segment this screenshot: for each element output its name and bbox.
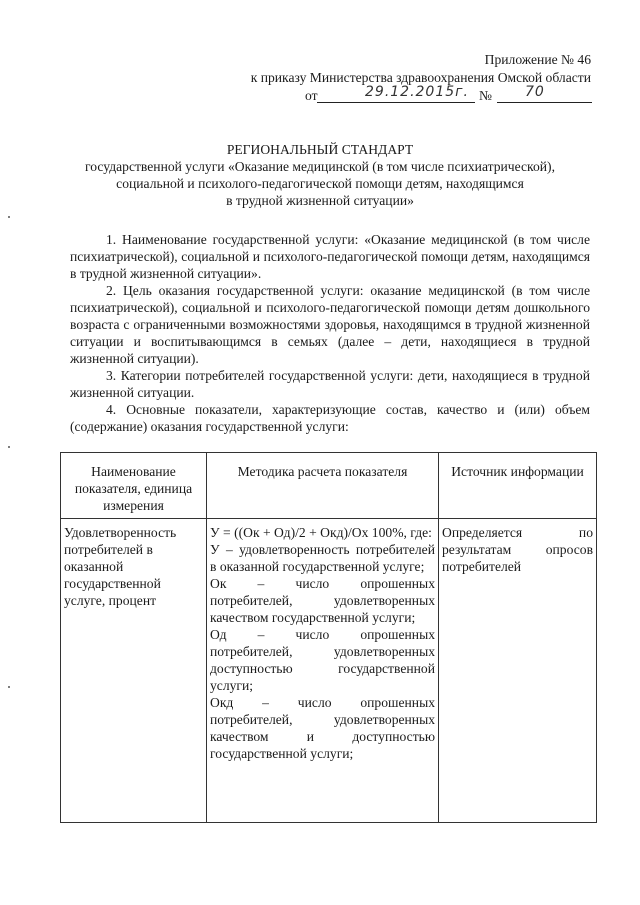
number-underline — [497, 102, 592, 103]
number-prefix: № — [479, 88, 492, 103]
table-header-row — [61, 453, 597, 519]
title-line-2: государственной услуги «Оказание медицинской (в том числе психиатрической), — [85, 159, 555, 174]
definition-od: Од – число опрошенных потребителей, удовлетворенных доступностью государственной услуги; — [210, 627, 435, 693]
section-1: 1. Наименование государственной услуги: «Оказание медицинской (в том числе психиатрической), социальной и психолого-педагогической помощи детям, находящимся в трудной жизненной ситуации». — [70, 232, 590, 281]
definition-u: У – удовлетворенность потребителей в оказанной государственной услуге; — [210, 542, 435, 574]
scan-speck — [8, 686, 10, 688]
formula: У = ((Ок + Од)/2 + Окд)/Ох 100%, где: — [210, 525, 432, 540]
table-row — [61, 519, 597, 823]
section-4: 4. Основные показатели, характеризующие состав, качество и (или) объем (содержание) оказания государственной услуги: — [70, 402, 590, 434]
body-sections — [70, 231, 590, 435]
title-line-4: в трудной жизненной ситуации» — [226, 193, 414, 208]
header-source: Источник информации — [439, 453, 597, 519]
scan-speck — [8, 216, 10, 218]
document-title: РЕГИОНАЛЬНЫЙ СТАНДАРТ — [226, 142, 414, 157]
section-2: 2. Цель оказания государственной услуги: оказание медицинской (в том числе психиатрической), социальной и психолого-педагогической помощи детям дошкольного возраста с ограниченными возможностями здоровья, находящимся в трудной жизненной ситуации и воспитывающимся в семьях (далее – дети, находящиеся в трудной жизненной ситуации). — [70, 283, 590, 366]
method-cell — [207, 519, 439, 823]
appendix-label: Приложение № 46 — [484, 52, 591, 67]
indicator-text: Удовлетворенность потребителей в оказанной государственной услуге, процент — [64, 525, 177, 608]
header-method: Методика расчета показателя — [207, 453, 439, 519]
date-underline — [317, 102, 475, 103]
source-text: Определяется по результатам опросов потребителей — [442, 525, 593, 574]
indicator-cell — [61, 519, 207, 823]
handwritten-date: 29.12.2015г. — [365, 84, 469, 100]
title-line-3: социальной и психолого-педагогической помощи детям, находящимся — [116, 176, 524, 191]
date-prefix: от — [305, 88, 318, 103]
order-reference: к приказу Министерства здравоохранения Омской области — [250, 70, 591, 85]
header-indicator: Наименование показателя, единица измерения — [61, 453, 207, 519]
handwritten-number: 70 — [525, 84, 545, 100]
scan-speck — [8, 446, 10, 448]
source-cell — [439, 519, 597, 823]
order-date-number-line — [305, 84, 595, 108]
definition-okd: Окд – число опрошенных потребителей, удовлетворенных качеством и доступностью государственной услуги; — [210, 695, 435, 761]
definition-ok: Ок – число опрошенных потребителей, удовлетворенных качеством государственной услуги; — [210, 576, 435, 625]
indicators-table — [60, 452, 597, 823]
section-3: 3. Категории потребителей государственной услуги: дети, находящиеся в трудной жизненной ситуации. — [70, 368, 590, 400]
